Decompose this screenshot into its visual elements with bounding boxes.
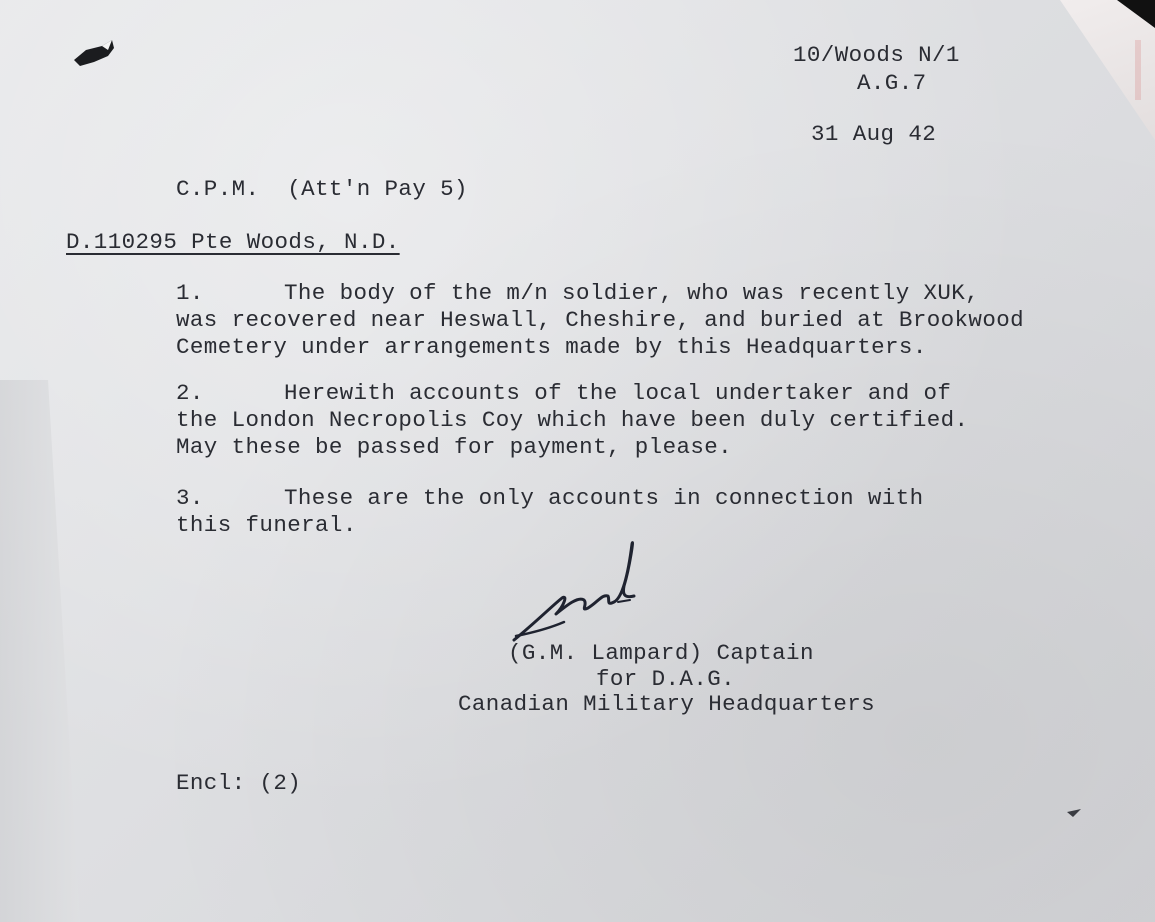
paragraph-line: the London Necropolis Coy which have been duly certified. [176, 407, 969, 433]
handwritten-signature [506, 536, 651, 656]
overlapping-sheet-corner [1060, 0, 1155, 140]
paragraph-2 [176, 380, 1136, 461]
paragraph-line: this funeral. [176, 512, 357, 538]
subject-line: D.110295 Pte Woods, N.D. [66, 229, 400, 255]
paragraph-3 [176, 485, 1136, 539]
underlying-sheet-edge [0, 380, 80, 922]
reference-code: A.G.7 [857, 70, 927, 96]
signatory-organization: Canadian Military Headquarters [458, 691, 876, 717]
paragraph-line: These are the only accounts in connection with [284, 485, 924, 511]
paragraph-line: Herewith accounts of the local undertaker and of [284, 380, 952, 406]
paragraph-line: The body of the m/n soldier, who was recently XUK, [284, 280, 980, 306]
paragraph-number: 1. [176, 280, 204, 306]
punch-hole-mark [72, 38, 116, 68]
paragraph-number: 3. [176, 485, 204, 511]
paragraph-line: Cemetery under arrangements made by this Headquarters. [176, 334, 927, 360]
addressee-line: C.P.M. (Att'n Pay 5) [176, 176, 468, 202]
reference-number: 10/Woods N/1 [793, 42, 960, 68]
paragraph-line: May these be passed for payment, please. [176, 434, 733, 460]
enclosures-note: Encl: (2) [176, 770, 302, 796]
ink-speck [1067, 808, 1083, 818]
paragraph-line: was recovered near Heswall, Cheshire, and buried at Brookwood [176, 307, 1025, 333]
signatory-name: (G.M. Lampard) Captain [508, 640, 814, 666]
paragraph-1 [176, 280, 1136, 361]
paragraph-number: 2. [176, 380, 204, 406]
letter-date: 31 Aug 42 [811, 121, 937, 147]
signatory-on-behalf: for D.A.G. [596, 666, 736, 692]
